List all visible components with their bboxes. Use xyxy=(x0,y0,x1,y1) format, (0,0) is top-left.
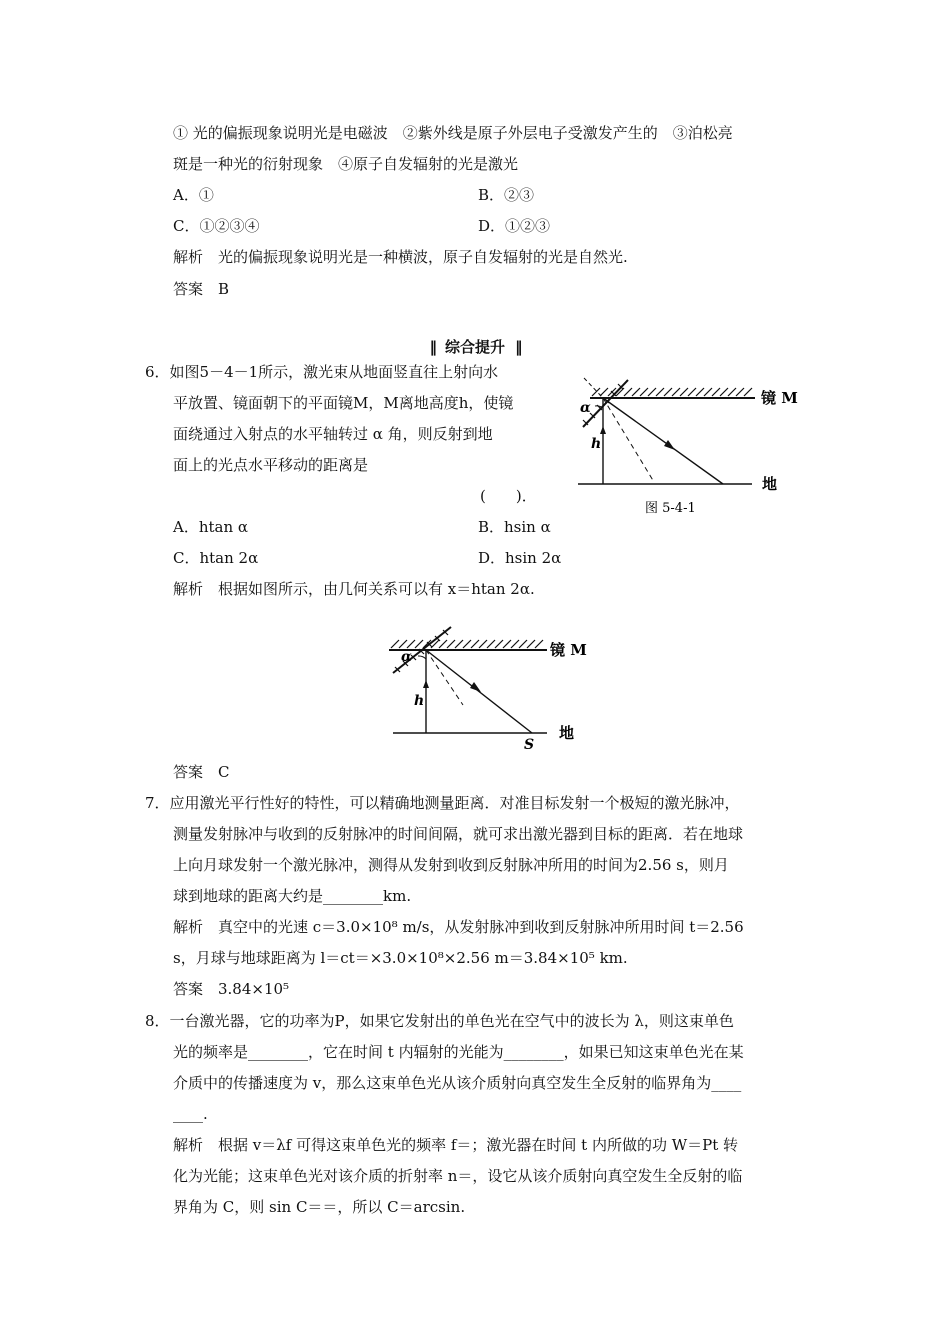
fig1-mirror-label: 镜 M xyxy=(761,389,798,407)
q7-line4: 球到地球的距离大约是________km. xyxy=(173,887,412,905)
incident-arrow xyxy=(600,426,606,434)
section-heading xyxy=(0,336,950,357)
dashed-ray-2 xyxy=(426,650,463,705)
angle-arc-2 xyxy=(418,656,426,659)
q6-answer-blank: ( )． xyxy=(480,487,537,505)
fig2-alpha-label: α xyxy=(401,649,412,665)
q6-option-c: C．htan 2α xyxy=(173,549,259,567)
q8-line1: 8．一台激光器，它的功率为P，如果它发射出的单色光在空气中的波长为 λ，则这束单色 xyxy=(145,1012,734,1030)
q5-option-b: B．②③ xyxy=(478,186,535,204)
q8-analysis-line3: 界角为 C，则 sin C＝＝，所以 C＝arcsin. xyxy=(173,1198,466,1216)
q6-line3: 面绕通过入射点的水平轴转过 α 角，则反射到地 xyxy=(173,425,493,443)
q7-line1: 7．应用激光平行性好的特性，可以精确地测量距离．对准目标发射一个极短的激光脉冲， xyxy=(145,794,740,812)
q8-line2: 光的频率是________，它在时间 t 内辐射的光能为________，如果已知这束单色光在某 xyxy=(173,1043,744,1061)
q8-analysis-line1: 解析 根据 v＝λf 可得这束单色光的频率 f＝；激光器在时间 t 内所做的功 W＝Pt 转 xyxy=(173,1136,739,1154)
q7-analysis-line2: s，月球与地球距离为 l＝ct＝×3.0×10⁸×2.56 m＝3.84×10⁵ km. xyxy=(173,949,628,967)
fig2-s-label: S xyxy=(524,737,535,753)
incident-arrow-2 xyxy=(423,680,429,688)
q5-statement-line1: ① 光的偏振现象说明光是电磁波 ②紫外线是原子外层电子受激发产生的 ③泊松亮 xyxy=(173,124,733,142)
q8-line4: ____. xyxy=(173,1105,208,1123)
fig1-caption: 图 5-4-1 xyxy=(645,501,696,516)
q5-statement-line2: 斑是一种光的衍射现象 ④原子自发辐射的光是激光 xyxy=(173,155,519,173)
q6-option-a: A．htan α xyxy=(173,518,249,536)
q7-answer: 答案 3.84×10⁵ xyxy=(173,980,290,998)
q5-option-d: D．①②③ xyxy=(478,217,551,235)
fig2-mirror-label: 镜 M xyxy=(550,641,587,659)
q7-line2: 测量发射脉冲与收到的反射脉冲的时间间隔，就可求出激光器到目标的距离．若在地球 xyxy=(173,825,744,843)
fig1-h-label: h xyxy=(591,436,602,452)
mirror-hatching-2 xyxy=(391,640,543,648)
q5-option-c: C．①②③④ xyxy=(173,217,260,235)
q6-option-b: B．hsin α xyxy=(478,518,551,536)
q7-line3: 上向月球发射一个激光脉冲，测得从发射到收到反射脉冲所用的时间为2.56 s，则月 xyxy=(173,856,729,874)
q7-analysis-line1: 解析 真空中的光速 c＝3.0×10⁸ m/s，从发射脉冲到收到反射脉冲所用时间 t＝2.56 xyxy=(173,918,744,936)
section-bar-left: ‖ xyxy=(429,338,435,356)
q5-analysis: 解析 光的偏振现象说明光是一种横波，原子自发辐射的光是自然光. xyxy=(173,248,628,266)
dashed-ray xyxy=(603,398,654,482)
q8-line3: 介质中的传播速度为 v，那么这束单色光从该介质射向真空发生全反射的临界角为____ xyxy=(173,1074,742,1092)
q6-line4: 面上的光点水平移动的距离是 xyxy=(173,456,369,474)
fig1-ground-label: 地 xyxy=(762,475,778,493)
q6-analysis: 解析 根据如图所示，由几何关系可以有 x＝htan 2α. xyxy=(173,580,535,598)
fig1-alpha-label: α xyxy=(580,400,591,416)
fig2-ground-label: 地 xyxy=(559,724,575,742)
reflected-ray-2 xyxy=(426,650,532,733)
q5-answer: 答案 B xyxy=(173,280,230,298)
q6-line2: 平放置、镜面朝下的平面镜M，M离地高度h，使镜 xyxy=(173,394,514,412)
analysis-figure xyxy=(385,625,615,755)
fig2-h-label: h xyxy=(414,693,425,709)
q8-analysis-line2: 化为光能；这束单色光对该介质的折射率 n＝，设它从该介质射向真空发生全反射的临 xyxy=(173,1167,743,1185)
figure-5-4-1 xyxy=(570,370,810,520)
reflected-ray xyxy=(603,398,723,484)
q6-option-d: D．hsin 2α xyxy=(478,549,562,567)
reflected-arrow xyxy=(664,440,675,450)
section-bar-right: ‖ xyxy=(515,338,521,356)
section-title: 综合提升 xyxy=(444,338,505,356)
reflected-arrow-2 xyxy=(470,682,481,692)
q6-line1: 6．如图5－4－1所示，激光束从地面竖直往上射向水 xyxy=(145,363,499,381)
q5-option-a: A．① xyxy=(173,186,214,204)
q6-answer: 答案 C xyxy=(173,763,230,781)
